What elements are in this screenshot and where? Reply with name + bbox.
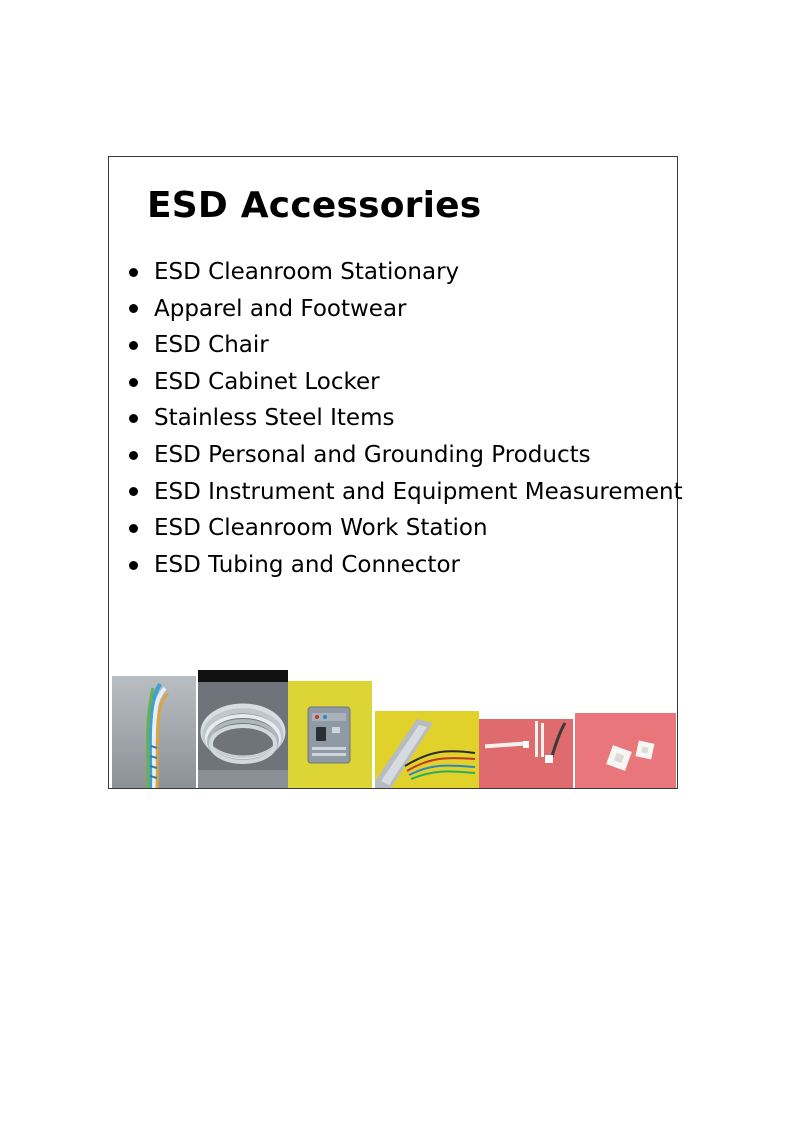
bullet-icon — [129, 414, 138, 423]
content-frame — [108, 156, 683, 789]
tie-mounts-photo — [575, 713, 676, 788]
list-item-label: ESD Chair — [154, 332, 269, 359]
list-item-label: ESD Tubing and Connector — [154, 551, 460, 578]
list-item-label: Apparel and Footwear — [154, 295, 407, 322]
accessory-list — [129, 254, 683, 583]
cable-strip-photo — [375, 711, 479, 788]
bullet-icon — [129, 304, 138, 313]
list-item-label: ESD Cleanroom Work Station — [154, 515, 488, 542]
wire-bundle-photo — [112, 676, 196, 788]
list-item-label: ESD Cabinet Locker — [154, 368, 380, 395]
page-title: ESD Accessories — [147, 185, 482, 226]
list-item-label: ESD Personal and Grounding Products — [154, 441, 591, 468]
list-item — [129, 291, 683, 328]
list-item — [129, 510, 683, 547]
list-item — [129, 474, 683, 511]
tubing-coil-photo — [198, 670, 288, 788]
list-item — [129, 327, 683, 364]
bullet-icon — [129, 378, 138, 387]
bullet-icon — [129, 561, 138, 570]
bullet-icon — [129, 341, 138, 350]
bullet-icon — [129, 451, 138, 460]
grounding-box-photo — [288, 681, 372, 788]
cable-ties-photo — [479, 719, 573, 788]
list-item — [129, 254, 683, 291]
list-item-label: ESD Instrument and Equipment Measurement — [154, 478, 683, 505]
list-item — [129, 547, 683, 584]
list-item-label: ESD Cleanroom Stationary — [154, 259, 460, 285]
list-item — [129, 437, 683, 474]
bullet-icon — [129, 487, 138, 496]
bullet-icon — [129, 268, 138, 277]
list-item — [129, 364, 683, 401]
bullet-icon — [129, 524, 138, 533]
list-item-label: Stainless Steel Items — [154, 405, 395, 432]
list-item — [129, 400, 683, 437]
